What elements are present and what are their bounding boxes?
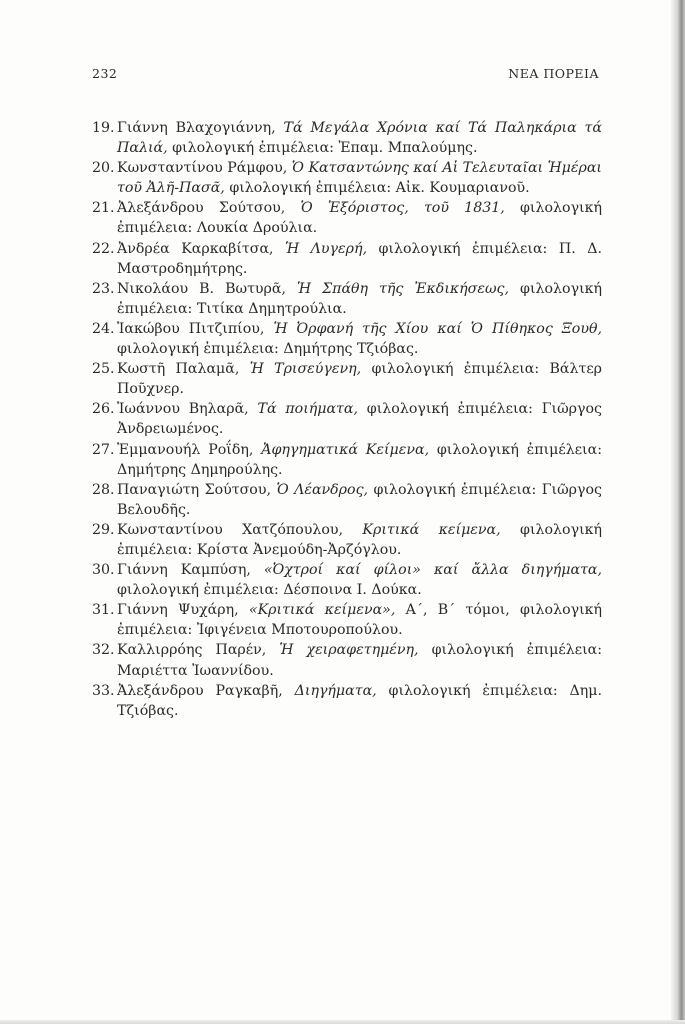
entry-title: Ἡ χειραφετημένη, [279, 642, 419, 659]
list-item [92, 681, 602, 721]
entry-title: Τά Μεγάλα Χρόνια καί Τά Παληκάρια τά Παλιά, [117, 120, 602, 157]
book-list [92, 118, 602, 721]
list-item [92, 520, 602, 560]
entry-number: 26. [92, 401, 115, 418]
entry-editor: Α΄, Β΄ τόμοι, φιλολογική ἐπιμέλεια: Ἰφιγένεια Μποτουροπούλου. [117, 602, 603, 639]
entry-number: 21. [92, 200, 115, 217]
list-item [92, 600, 602, 640]
entry-number: 24. [92, 320, 115, 337]
entry-editor: φιλολογική ἐπιμέλεια: Κρίστα Ἀνεμούδη-Ἀρζόγλου. [117, 521, 603, 558]
entry-number: 28. [92, 481, 115, 498]
list-item [92, 359, 602, 399]
entry-title: Κριτικά κείμενα, [362, 521, 501, 538]
entry-text [117, 681, 602, 721]
entry-editor: φιλολογική ἐπιμέλεια: Βάλτερ Ποῦχνερ. [117, 361, 603, 398]
entry-title: Διηγήματα, [294, 682, 377, 699]
entry-author: Γιάννη Βλαχογιάννη, [117, 120, 276, 136]
entry-author: Γιάννη Ψυχάρη, [117, 602, 239, 619]
entry-number: 30. [92, 562, 115, 579]
entry-number: 19. [92, 120, 115, 136]
entry-author: Κωνσταντίνου Ράμφου, [117, 160, 288, 177]
entry-editor: φιλολογική ἐπιμέλεια: Τιτίκα Δημητρούλια. [117, 280, 603, 317]
entry-editor: φιλολογική ἐπιμέλεια: Δημ. Τζιόβας. [117, 682, 603, 719]
entry-author: Καλλιρρόης Παρέν, [117, 642, 267, 659]
entry-author: Ἰακώβου Πιτζιπίου, [117, 320, 265, 337]
entry-number: 32. [92, 642, 115, 659]
entry-author: Ἰωάννου Βηλαρᾶ, [117, 401, 249, 418]
entry-text [117, 118, 602, 158]
list-item [92, 239, 602, 279]
entry-title: «Ὀχτροί καί φίλοι» καί ἄλλα διηγήματα, [263, 562, 603, 579]
entry-text [117, 560, 602, 600]
entry-text [117, 640, 602, 680]
list-item [92, 399, 602, 439]
entry-text [117, 600, 602, 640]
entry-author: Παναγιώτη Σούτσου, [117, 481, 271, 498]
entry-editor: φιλολογική ἐπιμέλεια: Δέσποινα Ι. Δούκα. [117, 582, 422, 599]
page-edge-shadow [671, 0, 685, 1024]
entry-title: Ἀφηγηματικά Κείμενα, [261, 441, 430, 458]
entry-editor: φιλολογική ἐπιμέλεια: Λουκία Δρούλια. [117, 200, 602, 237]
entry-text [117, 319, 602, 359]
entry-text [117, 399, 602, 439]
entry-editor: φιλολογική ἐπιμέλεια: Μαριέττα Ἰωαννίδου. [117, 642, 603, 679]
entry-text [117, 359, 602, 399]
entry-text [117, 279, 602, 319]
entry-author: Ἀλεξάνδρου Ραγκαβῆ, [117, 682, 283, 699]
entry-editor: φιλολογική ἐπιμέλεια: Αἰκ. Κουμαριανοῦ. [229, 180, 530, 197]
entry-editor: φιλολογική ἐπιμέλεια: Γιῶργος Βελουδῆς. [117, 481, 602, 518]
entry-editor: φιλολογική ἐπιμέλεια: Ἐπαμ. Μπαλούμης. [172, 140, 478, 157]
entry-number: 22. [92, 240, 115, 257]
entry-author: Ἀλεξάνδρου Σούτσου, [117, 200, 286, 217]
entry-number: 23. [92, 280, 115, 297]
entry-author: Ἀνδρέα Καρκαβίτσα, [117, 240, 274, 257]
entry-author: Γιάννη Καμπύση, [117, 562, 251, 579]
entry-title: Ὁ Ἐξόριστος, τοῦ 1831, [300, 200, 505, 217]
entry-title: Ὁ Λέανδρος, [276, 481, 369, 498]
entry-number: 29. [92, 521, 115, 538]
list-item [92, 480, 602, 520]
entry-number: 31. [92, 602, 115, 619]
list-item [92, 440, 602, 480]
entry-number: 33. [92, 682, 115, 699]
entry-author: Νικολάου Β. Βωτυρᾶ, [117, 280, 286, 297]
entry-number: 25. [92, 361, 115, 378]
list-item [92, 640, 602, 680]
entry-title: Τά ποιήματα, [257, 401, 358, 418]
entry-title: Ἡ Ὀρφανή τῆς Χίου καί Ὁ Πίθηκος Ξουθ, [273, 320, 602, 337]
entry-text [117, 480, 602, 520]
entry-author: Ἐμμανουήλ Ροΐδη, [117, 441, 254, 458]
entry-number: 27. [92, 441, 115, 458]
list-item [92, 198, 602, 238]
entry-text [117, 520, 602, 560]
list-item [92, 279, 602, 319]
entry-editor: φιλολογική ἐπιμέλεια: Δημήτρης Δημηρούλης. [117, 441, 602, 478]
entry-title: Ἡ Λυγερή, [285, 240, 367, 257]
entry-editor: φιλολογική ἐπιμέλεια: Δημήτρης Τζιόβας. [117, 341, 419, 358]
entry-editor: φιλολογική ἐπιμέλεια: Π. Δ. Μαστροδημήτρης. [117, 240, 602, 277]
entry-title: Ἡ Τρισεύγενη, [249, 361, 362, 378]
entry-title: «Κριτικά κείμενα», [248, 602, 396, 619]
list-item [92, 118, 602, 158]
entry-number: 20. [92, 160, 115, 177]
entry-title: Ὁ Κατσαντώνης καί Αἱ Τελευταῖαι Ἡμέραι τοῦ Ἀλῆ-Πασᾶ, [117, 160, 602, 197]
page-bottom-edge [0, 1020, 685, 1024]
entry-text [117, 198, 602, 238]
entry-title: Ἡ Σπάθη τῆς Ἐκδικήσεως, [297, 280, 510, 297]
entry-author: Κωστῆ Παλαμᾶ, [117, 361, 240, 378]
page-number: 232 [92, 66, 118, 81]
list-item [92, 319, 602, 359]
entry-author: Κωνσταντίνου Χατζόπουλου, [117, 521, 344, 538]
page-header [92, 66, 599, 81]
entry-editor: φιλολογική ἐπιμέλεια: Γιῶργος Ἀνδρειωμένος. [117, 401, 602, 438]
list-item [92, 560, 602, 600]
entry-text [117, 440, 602, 480]
running-title: ΝΕΑ ΠΟΡΕΙΑ [508, 66, 599, 81]
entry-text [117, 239, 602, 279]
entry-text [117, 158, 602, 198]
list-item [92, 158, 602, 198]
